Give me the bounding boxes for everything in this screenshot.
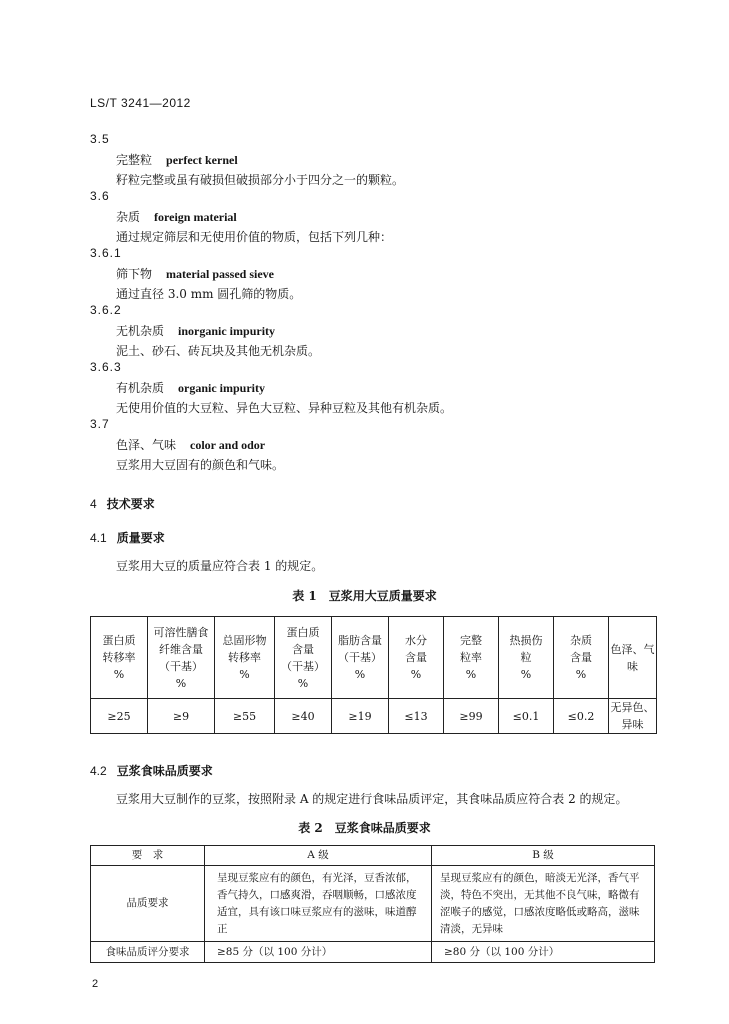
term-3-6-1 xyxy=(116,265,274,282)
clause-number-3-6-2: 3.6.2 xyxy=(90,303,122,317)
term-en: material passed sieve xyxy=(166,267,274,281)
table-cell: ≥55 xyxy=(215,699,275,734)
col-grade-a: A 级 xyxy=(205,846,432,866)
col-impurity: 杂质 含量 % xyxy=(554,617,609,699)
table-cell: 呈现豆浆应有的颜色，有光泽，豆香浓郁，香气持久，口感爽滑，吞咽顺畅，口感浓度适宜，具有该口味豆浆应有的滋味，味道醇正 xyxy=(205,866,432,942)
term-3-7 xyxy=(116,436,265,453)
section-title: 豆浆食味品质要求 xyxy=(116,764,213,778)
term-3-6-2 xyxy=(116,322,275,339)
term-en: foreign material xyxy=(154,210,237,224)
clause-number-3-6: 3.6 xyxy=(90,189,110,203)
section-number: 4.2 xyxy=(90,764,107,778)
col-fat-content: 脂肪含量 （干基） % xyxy=(332,617,389,699)
clause-number-3-7: 3.7 xyxy=(90,417,110,431)
standard-number: LS/T 3241—2012 xyxy=(90,96,191,110)
term-3-6 xyxy=(116,208,237,225)
col-soluble-fiber: 可溶性膳食 纤维含量 （干基） % xyxy=(148,617,215,699)
table-2-row-score xyxy=(91,942,655,963)
col-requirement: 要 求 xyxy=(91,846,205,866)
table-cell: ≤13 xyxy=(389,699,444,734)
table-cell: ≥9 xyxy=(148,699,215,734)
definition-3-6: 通过规定筛层和无使用价值的物质，包括下列几种： xyxy=(116,230,393,244)
definition-3-7: 豆浆用大豆固有的颜色和气味。 xyxy=(116,458,285,472)
term-cn: 杂质 xyxy=(116,210,141,224)
definition-3-6-2: 泥土、砂石、砖瓦块及其他无机杂质。 xyxy=(116,344,321,358)
chapter-4-heading xyxy=(90,495,155,512)
table-cell: 呈现豆浆应有的颜色，暗淡无光泽，香气平淡，特色不突出，无其他不良气味，略微有涩喉子的感觉，口感浓度略低或略高，滋味清淡，无异味 xyxy=(432,866,655,942)
section-4-1-text: 豆浆用大豆的质量应符合表 1 的规定。 xyxy=(116,559,324,573)
table-1 xyxy=(90,616,657,734)
col-protein-transfer: 蛋白质 转移率 % xyxy=(91,617,148,699)
table-cell: 无异色、 异味 xyxy=(609,699,657,734)
col-total-solids: 总固形物 转移率 % xyxy=(215,617,275,699)
page-number: 2 xyxy=(92,978,99,990)
section-number: 4.1 xyxy=(90,531,107,545)
term-3-6-3 xyxy=(116,379,265,396)
table-cell: ≥99 xyxy=(444,699,499,734)
term-cn: 无机杂质 xyxy=(116,324,165,338)
term-cn: 筛下物 xyxy=(116,267,153,281)
table-cell: ≥25 xyxy=(91,699,148,734)
col-moisture: 水分 含量 % xyxy=(389,617,444,699)
section-4-1-heading xyxy=(90,529,165,546)
table-1-header-row xyxy=(91,617,657,699)
term-en: color and odor xyxy=(190,438,266,452)
term-3-5 xyxy=(116,151,238,168)
table-2-row-quality xyxy=(91,866,655,942)
table-cell: ≥19 xyxy=(332,699,389,734)
section-4-2-heading xyxy=(90,762,213,779)
table-cell: ≥80 分（以 100 分计） xyxy=(432,942,655,963)
table-cell: ≥40 xyxy=(275,699,332,734)
table-cell: ≤0.2 xyxy=(554,699,609,734)
definition-3-5: 籽粒完整或虽有破损但破损部分小于四分之一的颗粒。 xyxy=(116,173,405,187)
table-cell: ≤0.1 xyxy=(499,699,554,734)
clause-number-3-5: 3.5 xyxy=(90,132,110,146)
col-protein-content: 蛋白质 含量 （干基） % xyxy=(275,617,332,699)
chapter-title: 技术要求 xyxy=(106,497,155,511)
table-1-value-row xyxy=(91,699,657,734)
table-2-caption: 表 2 豆浆食味品质要求 xyxy=(298,821,431,835)
term-cn: 完整粒 xyxy=(116,153,153,167)
definition-3-6-3: 无使用价值的大豆粒、异色大豆粒、异种豆粒及其他有机杂质。 xyxy=(116,401,453,415)
term-en: organic impurity xyxy=(178,381,266,395)
col-grade-b: B 级 xyxy=(432,846,655,866)
col-perfect-kernel: 完整 粒率 % xyxy=(444,617,499,699)
definition-3-6-1: 通过直径 3.0 mm 圆孔筛的物质。 xyxy=(116,287,302,301)
col-color-odor: 色泽、气味 xyxy=(609,617,657,699)
table-cell: 品质要求 xyxy=(91,866,205,942)
table-cell: 食味品质评分要求 xyxy=(91,942,205,963)
section-4-2-text: 豆浆用大豆制作的豆浆，按照附录 A 的规定进行食味品质评定，其食味品质应符合表 2 的规定。 xyxy=(116,792,628,806)
chapter-number: 4 xyxy=(90,497,97,511)
table-1-caption: 表 1 豆浆用大豆质量要求 xyxy=(292,589,437,603)
table-2 xyxy=(90,845,655,963)
section-title: 质量要求 xyxy=(116,531,165,545)
term-en: perfect kernel xyxy=(166,153,238,167)
clause-number-3-6-1: 3.6.1 xyxy=(90,246,122,260)
table-2-header-row xyxy=(91,846,655,866)
clause-number-3-6-3: 3.6.3 xyxy=(90,360,122,374)
col-heat-damaged: 热损伤 粒 % xyxy=(499,617,554,699)
term-cn: 色泽、气味 xyxy=(116,438,177,452)
term-cn: 有机杂质 xyxy=(116,381,165,395)
table-cell: ≥85 分（以 100 分计） xyxy=(205,942,432,963)
term-en: inorganic impurity xyxy=(178,324,276,338)
